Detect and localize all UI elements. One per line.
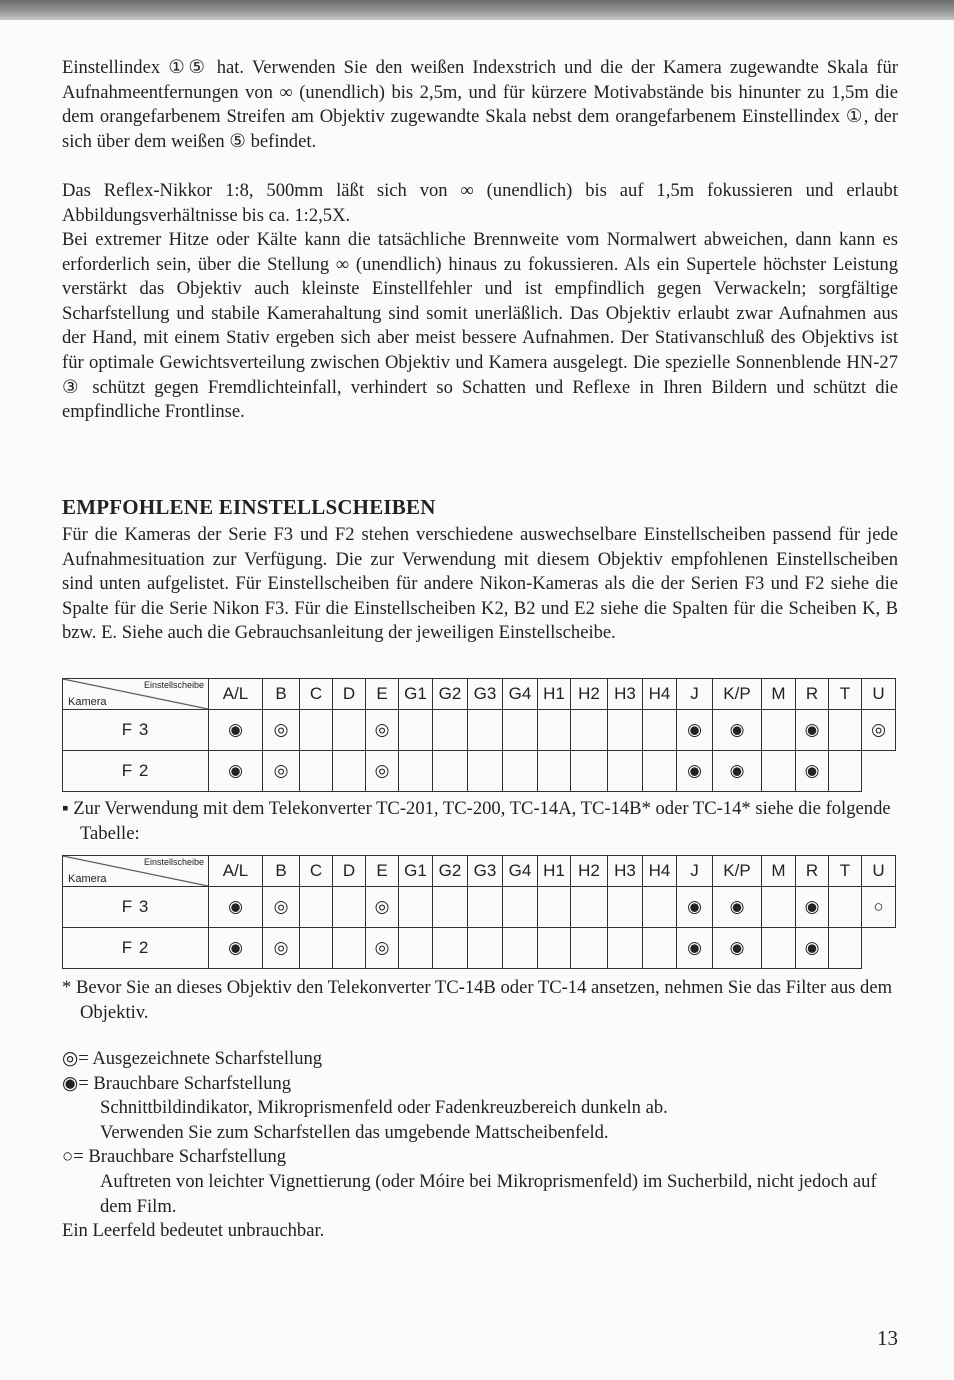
rating-cell [399, 710, 433, 751]
rating-cell [713, 751, 762, 792]
column-header: D [333, 679, 366, 710]
rating-cell [796, 928, 829, 969]
column-header: G4 [503, 679, 538, 710]
rating-cell [762, 751, 796, 792]
rating-cell [399, 928, 433, 969]
rating-cell [677, 887, 713, 928]
rating-cell [538, 751, 571, 792]
legend-excellent: ◎= Ausgezeichnete Scharfstellung [62, 1048, 323, 1069]
column-header: G1 [399, 856, 433, 887]
table-corner [63, 679, 209, 710]
rating-symbol: ◎ [374, 938, 390, 957]
rating-cell [571, 887, 608, 928]
column-header: G3 [468, 679, 503, 710]
legend [62, 1047, 898, 1244]
rating-symbol: ◉ [228, 897, 243, 916]
rating-cell [468, 928, 503, 969]
rating-symbol: ◉ [729, 761, 745, 780]
column-header: G1 [399, 679, 433, 710]
rating-cell [643, 928, 677, 969]
paragraph-temperature: Bei extremer Hitze oder Kälte kann die tatsächliche Brennweite vom Normalwert abweichen, dann kann es erforderlich sein, über die Stellung ∞ (unendlich) hinaus zu fokussieren. Als ein Supertele höchster Leistung verstärkt das Objektiv auch kleinste Einstellfehler und ist empfindlich gegen Verwackeln; sorgfältige Scharfstellung und stabile Kamerahaltung sind somit unerläßlich. Das Objektiv erlaubt zwar Aufnahmen aus der Hand, mit einem Stativ ergeben sich aber meist bessere Aufnahmen. Der Stativanschluß des Objektivs ist für optimale Gewichtsverteilung zwischen Objektiv und Kamera ausgelegt. Die spezielle Sonnenblende HN-27 ③ schützt gegen Fremdlichteinfall, verhindert so Schatten und Reflexe in Ihren Bildern und schützt die empfindliche Frontlinse. [62, 229, 898, 423]
rating-cell [300, 710, 333, 751]
rating-cell [608, 751, 643, 792]
rating-symbol: ◎ [374, 720, 390, 739]
rating-cell [677, 928, 713, 969]
paragraph-index: Einstellindex ①⑤ hat. Verwenden Sie den weißen Indexstrich und die der Kamera zugewandte Skala für Aufnahmeentfernungen von ∞ (unendlich) bis 2,5m, und für kürzere Motivabstände bis hinunter zu 1,5m die dem orangefarbenem Streifen am Objektiv zugewandte Skala nebst dem orangefarbenem Einstellindex ①, der sich über dem weißen ⑤ befindet. [62, 57, 898, 152]
rating-cell [608, 928, 643, 969]
section-heading: EMPFOHLENE EINSTELLSCHEIBEN [62, 495, 436, 519]
corner-camera-label: Kamera [68, 696, 107, 708]
rating-cell [263, 887, 300, 928]
converter-note [62, 797, 898, 846]
rating-cell [677, 710, 713, 751]
rating-symbol: ◉ [228, 720, 243, 739]
rating-cell [366, 887, 399, 928]
rating-cell [263, 928, 300, 969]
column-header: H4 [643, 679, 677, 710]
rating-cell [333, 928, 366, 969]
rating-cell [829, 928, 862, 969]
rating-cell [366, 928, 399, 969]
column-header: J [677, 679, 713, 710]
rating-cell [300, 887, 333, 928]
rating-cell [209, 887, 263, 928]
rating-symbol: ◎ [273, 938, 289, 957]
rating-symbol: ◎ [273, 761, 289, 780]
rating-cell [503, 887, 538, 928]
table-corner [63, 856, 209, 887]
camera-label: F 3 [63, 887, 209, 928]
screen-table-2 [62, 855, 896, 969]
rating-symbol: ◎ [374, 897, 390, 916]
rating-cell [538, 887, 571, 928]
legend-empty: Ein Leerfeld bedeutet unbrauchbar. [62, 1220, 325, 1242]
column-header: H1 [538, 679, 571, 710]
rating-cell [762, 710, 796, 751]
column-header: M [762, 856, 796, 887]
rating-cell [713, 887, 762, 928]
column-header: T [829, 856, 862, 887]
rating-cell [433, 751, 468, 792]
rating-cell [762, 887, 796, 928]
rating-cell [829, 710, 862, 751]
column-header: A/L [209, 856, 263, 887]
rating-cell [503, 710, 538, 751]
rating-cell [608, 887, 643, 928]
rating-cell [468, 751, 503, 792]
rating-cell [829, 751, 862, 792]
column-header: U [862, 856, 896, 887]
column-header: R [796, 679, 829, 710]
rating-cell [468, 887, 503, 928]
column-header: G4 [503, 856, 538, 887]
column-header: H3 [608, 856, 643, 887]
rating-cell [263, 751, 300, 792]
rating-cell [862, 928, 896, 969]
column-header: D [333, 856, 366, 887]
rating-symbol: ◉ [687, 897, 702, 916]
rating-cell [399, 751, 433, 792]
rating-cell [538, 710, 571, 751]
rating-symbol: ◎ [273, 720, 289, 739]
camera-label: F 2 [63, 751, 209, 792]
column-header: C [300, 679, 333, 710]
column-header: J [677, 856, 713, 887]
table-row [63, 710, 896, 751]
rating-cell [503, 751, 538, 792]
rating-symbol: ◎ [273, 897, 289, 916]
rating-symbol: ◉ [228, 761, 243, 780]
rating-symbol: ◉ [228, 938, 243, 957]
rating-cell [762, 928, 796, 969]
rating-cell [333, 887, 366, 928]
rating-cell [263, 710, 300, 751]
rating-symbol: ◉ [804, 720, 820, 739]
table-row [63, 887, 896, 928]
rating-symbol: ◉ [729, 897, 745, 916]
rating-cell [643, 710, 677, 751]
rating-cell [796, 710, 829, 751]
corner-camera-label: Kamera [68, 873, 107, 885]
rating-symbol: ◉ [687, 761, 702, 780]
camera-label: F 3 [63, 710, 209, 751]
column-header: H3 [608, 679, 643, 710]
column-header: M [762, 679, 796, 710]
rating-cell [862, 751, 896, 792]
rating-cell [538, 928, 571, 969]
legend-usable-dark: ◉= Brauchbare Scharfstellung [62, 1072, 292, 1094]
rating-cell [468, 710, 503, 751]
rating-cell [571, 928, 608, 969]
rating-cell [399, 887, 433, 928]
screen-table-1 [62, 678, 896, 792]
rating-cell [571, 710, 608, 751]
column-header: H2 [571, 856, 608, 887]
column-header: G2 [433, 679, 468, 710]
rating-cell [300, 751, 333, 792]
rating-cell [209, 928, 263, 969]
table-row [63, 928, 896, 969]
rating-cell [796, 751, 829, 792]
column-header: H1 [538, 856, 571, 887]
rating-symbol: ◉ [687, 720, 702, 739]
column-header: K/P [713, 856, 762, 887]
rating-cell [677, 751, 713, 792]
column-header: H4 [643, 856, 677, 887]
column-header: H2 [571, 679, 608, 710]
camera-label: F 2 [63, 928, 209, 969]
rating-cell [366, 710, 399, 751]
corner-screen-label: Einstellscheibe [143, 680, 204, 690]
column-header: R [796, 856, 829, 887]
rating-cell [608, 710, 643, 751]
rating-symbol: ◉ [804, 897, 820, 916]
rating-cell [862, 710, 896, 751]
rating-cell [433, 710, 468, 751]
legend-usable-dark-detail-2: Verwenden Sie zum Scharfstellen das umgebende Mattscheibenfeld. [100, 1121, 609, 1143]
scan-edge [0, 0, 954, 20]
rating-symbol: ◉ [804, 938, 820, 957]
rating-symbol: ◉ [729, 938, 745, 957]
rating-cell [366, 751, 399, 792]
column-header: G3 [468, 856, 503, 887]
corner-screen-label: Einstellscheibe [143, 857, 204, 867]
rating-symbol: ◉ [687, 938, 702, 957]
rating-cell [503, 928, 538, 969]
column-header: B [263, 679, 300, 710]
rating-symbol: ◉ [804, 761, 820, 780]
rating-cell [796, 887, 829, 928]
column-header: G2 [433, 856, 468, 887]
rating-symbol: ◎ [871, 720, 886, 739]
column-header: B [263, 856, 300, 887]
rating-cell [333, 710, 366, 751]
table-row [63, 751, 896, 792]
rating-cell [643, 887, 677, 928]
column-header: E [366, 856, 399, 887]
column-header: A/L [209, 679, 263, 710]
rating-cell [829, 887, 862, 928]
column-header: U [862, 679, 896, 710]
rating-cell [862, 887, 896, 928]
footnote [62, 976, 898, 1025]
rating-cell [300, 928, 333, 969]
rating-cell [571, 751, 608, 792]
rating-symbol: ◎ [374, 761, 390, 780]
rating-symbol: ○ [873, 897, 884, 916]
rating-cell [433, 887, 468, 928]
rating-cell [209, 751, 263, 792]
rating-cell [643, 751, 677, 792]
rating-cell [713, 928, 762, 969]
rating-cell [433, 928, 468, 969]
footnote-text: * Bevor Sie an dieses Objektiv den Telekonverter TC-14B oder TC-14 ansetzen, nehmen Sie das Filter aus dem Objektiv. [62, 977, 893, 1023]
column-header: K/P [713, 679, 762, 710]
legend-usable-vignette: ○= Brauchbare Scharfstellung [62, 1146, 287, 1168]
legend-usable-vignette-detail: Auftreten von leichter Vignettierung (oder Móire bei Mikroprismenfeld) im Sucherbild, nicht jedoch auf dem Film. [100, 1170, 877, 1217]
rating-symbol: ◉ [729, 720, 745, 739]
converter-note-text: ▪ Zur Verwendung mit dem Telekonverter TC-201, TC-200, TC-14A, TC-14B* oder TC-14* siehe die folgende Tabelle: [62, 798, 891, 844]
page-number: 13 [877, 1326, 898, 1350]
column-header: T [829, 679, 862, 710]
rating-cell [333, 751, 366, 792]
column-header: E [366, 679, 399, 710]
rating-cell [713, 710, 762, 751]
paragraph-focus-range: Das Reflex-Nikkor 1:8, 500mm läßt sich von ∞ (unendlich) bis auf 1,5m fokussieren und erlaubt Abbildungsverhältnisse bis ca. 1:2,5X. [62, 180, 898, 226]
legend-usable-dark-detail-1: Schnittbildindikator, Mikroprismenfeld oder Fadenkreuzbereich dunkeln ab. [100, 1097, 668, 1119]
rating-cell [209, 710, 263, 751]
column-header: C [300, 856, 333, 887]
section-text: Für die Kameras der Serie F3 und F2 stehen verschiedene auswechselbare Einstellscheiben passend für jede Aufnahmesituation zur Verfügung. Die zur Verwendung mit diesem Objektiv empfohlenen Einstellscheiben sind unten aufgelistet. Für Einstellscheiben für andere Nikon-Kameras als die der Serien F3 und F2 siehe die Spalte für die Serie Nikon F3. Für die Einstellscheiben K2, B2 und E2 siehe die Spalten für die Scheiben K, B bzw. E. Siehe auch die Gebrauchsanleitung der jeweiligen Einstellscheibe. [62, 524, 898, 644]
